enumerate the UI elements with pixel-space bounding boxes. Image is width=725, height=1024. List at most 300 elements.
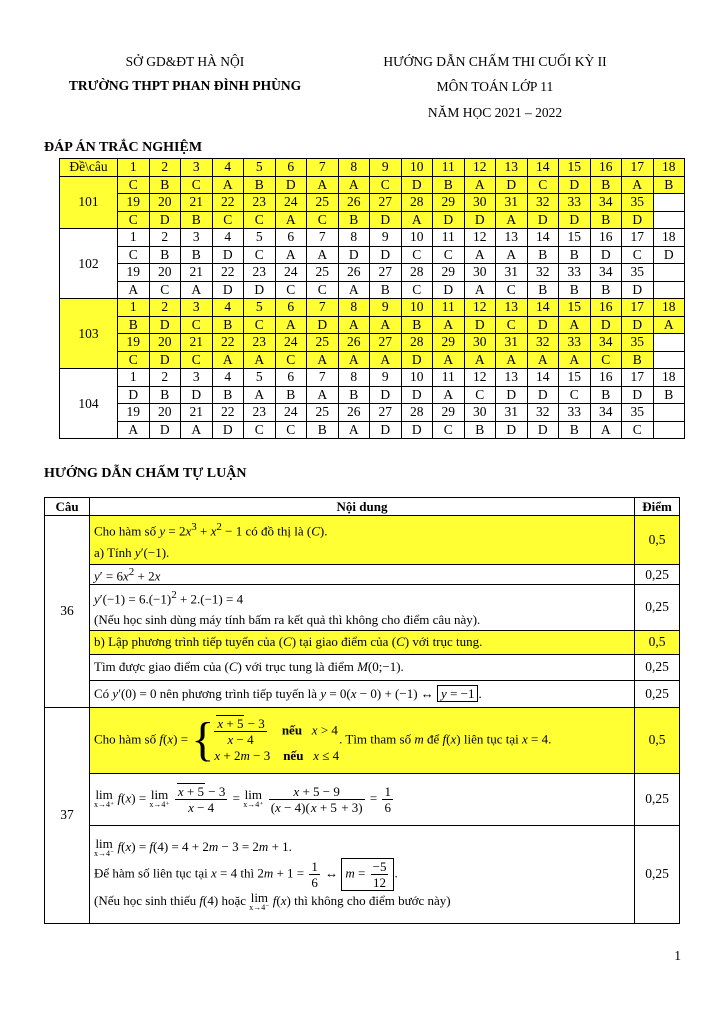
- mcq-question-number: 1: [118, 159, 150, 177]
- mcq-answer-cell: A: [433, 316, 465, 334]
- mcq-question-number: 22: [212, 194, 244, 212]
- mcq-answer-cell: [653, 281, 685, 299]
- mcq-answer-cell: D: [118, 386, 150, 404]
- mcq-answer-cell: D: [275, 176, 307, 194]
- mcq-answer-cell: C: [622, 421, 654, 439]
- mcq-answer-cell: C: [244, 421, 276, 439]
- mcq-answer-cell: D: [433, 211, 465, 229]
- mcq-answer-cell: B: [149, 386, 181, 404]
- mcq-answer-cell: C: [181, 176, 213, 194]
- mcq-answer-cell: C: [433, 246, 465, 264]
- school-name: TRƯỜNG THPT PHAN ĐÌNH PHÙNG: [68, 78, 302, 93]
- mcq-question-number: 14: [527, 229, 559, 247]
- essay-title: HƯỚNG DẪN CHẤM TỰ LUẬN: [44, 466, 247, 481]
- mcq-answer-cell: D: [370, 386, 402, 404]
- mcq-question-number: 13: [496, 299, 528, 317]
- mcq-answer-cell: A: [307, 176, 339, 194]
- mcq-question-number: 19: [118, 194, 150, 212]
- mcq-question-number: 9: [370, 299, 402, 317]
- mcq-answer-cell: D: [559, 211, 591, 229]
- mcq-question-number: 3: [181, 299, 213, 317]
- mcq-question-number: 18: [653, 369, 685, 387]
- mcq-answer-cell: B: [653, 176, 685, 194]
- mcq-question-number: 19: [118, 334, 150, 352]
- mcq-question-number: 4: [212, 229, 244, 247]
- mcq-answer-cell: D: [307, 316, 339, 334]
- q36-derivative-points: 0,25: [635, 565, 680, 585]
- mcq-answer-cell: D: [370, 421, 402, 439]
- mcq-answer-cell: C: [401, 281, 433, 299]
- q36-prompt: Cho hàm số $y = 2x^3 + x^2 - 1$ có đồ thị là (C). a) Tính y′(−1).: [90, 516, 635, 565]
- mcq-answer-cell: C: [244, 246, 276, 264]
- q37-limit-points: 0,25: [635, 773, 680, 825]
- mcq-answer-cell: D: [370, 211, 402, 229]
- mcq-answer-cell: B: [275, 386, 307, 404]
- mcq-answer-cell: B: [149, 246, 181, 264]
- mcq-question-number: 12: [464, 159, 496, 177]
- mcq-answer-cell: B: [559, 246, 591, 264]
- mcq-answer-cell: C: [464, 386, 496, 404]
- page-number: 1: [674, 948, 681, 963]
- mcq-answer-cell: C: [401, 246, 433, 264]
- mcq-question-number: 17: [622, 159, 654, 177]
- mcq-question-number: 18: [653, 159, 685, 177]
- mcq-answer-cell: B: [622, 351, 654, 369]
- mcq-answer-cell: C: [370, 176, 402, 194]
- mcq-question-number: [653, 334, 685, 352]
- mcq-answer-cell: C: [527, 176, 559, 194]
- mcq-question-number: 29: [433, 264, 465, 282]
- mcq-answer-cell: C: [590, 351, 622, 369]
- mcq-answer-cell: D: [590, 246, 622, 264]
- mcq-answer-cell: B: [590, 281, 622, 299]
- mcq-answer-cell: B: [118, 316, 150, 334]
- mcq-question-number: 14: [527, 369, 559, 387]
- mcq-answer-cell: B: [181, 211, 213, 229]
- mcq-question-number: 5: [244, 159, 276, 177]
- mcq-question-number: 1: [118, 369, 150, 387]
- mcq-question-number: 34: [590, 334, 622, 352]
- mcq-answer-cell: D: [496, 176, 528, 194]
- mcq-question-number: 23: [244, 404, 276, 422]
- mcq-question-number: [653, 404, 685, 422]
- mcq-answer-cell: D: [622, 281, 654, 299]
- mcq-question-number: 32: [527, 404, 559, 422]
- mcq-question-number: 7: [307, 229, 339, 247]
- mcq-answer-cell: D: [212, 421, 244, 439]
- mcq-question-number: 28: [401, 404, 433, 422]
- mcq-question-number: 26: [338, 264, 370, 282]
- mcq-answer-cell: A: [338, 421, 370, 439]
- mcq-question-number: 9: [370, 229, 402, 247]
- q36-evaluation: $y'(-1) = 6.(-1)^2 + 2.(-1) = 4$ (Nếu học sinh dùng máy tính bấm ra kết quả thì không cho điểm câu này).: [90, 585, 635, 630]
- q37-continuity-points: 0,25: [635, 825, 680, 923]
- mcq-question-number: 30: [464, 334, 496, 352]
- mcq-answer-cell: C: [275, 351, 307, 369]
- mcq-answer-cell: A: [401, 211, 433, 229]
- mcq-question-number: 25: [307, 334, 339, 352]
- mcq-answer-cell: B: [338, 211, 370, 229]
- mcq-answer-cell: A: [307, 246, 339, 264]
- mcq-question-number: 10: [401, 369, 433, 387]
- mcq-question-number: 31: [496, 404, 528, 422]
- mcq-answer-cell: B: [212, 386, 244, 404]
- mcq-question-number: 24: [275, 194, 307, 212]
- mcq-answer-cell: C: [307, 211, 339, 229]
- mcq-answer-cell: D: [433, 281, 465, 299]
- mcq-answer-cell: A: [275, 316, 307, 334]
- mcq-question-number: 21: [181, 264, 213, 282]
- mcq-question-number: 4: [212, 299, 244, 317]
- mcq-answer-cell: C: [244, 316, 276, 334]
- mcq-answer-cell: D: [559, 176, 591, 194]
- q36-evaluation-points: 0,25: [635, 585, 680, 630]
- mcq-question-number: 8: [338, 369, 370, 387]
- mcq-question-number: 3: [181, 159, 213, 177]
- mcq-answer-cell: D: [401, 386, 433, 404]
- q36-intersection-points: 0,25: [635, 654, 680, 680]
- mcq-answer-cell: A: [559, 351, 591, 369]
- mcq-question-number: 31: [496, 264, 528, 282]
- q36-tangent: Có y′(0) = 0 nên phương trình tiếp tuyến là y = 0(x − 0) + (−1) ↔ y = −1 .: [90, 680, 635, 707]
- mcq-question-number: 9: [370, 159, 402, 177]
- q36-tangent-points: 0,25: [635, 680, 680, 707]
- mcq-question-number: 24: [275, 264, 307, 282]
- mcq-answer-cell: A: [653, 316, 685, 334]
- mcq-answer-cell: A: [244, 351, 276, 369]
- mcq-question-number: 32: [527, 334, 559, 352]
- mcq-question-number: 25: [307, 264, 339, 282]
- mcq-answer-cell: C: [275, 421, 307, 439]
- mcq-question-number: 17: [622, 369, 654, 387]
- mcq-answer-cell: A: [496, 246, 528, 264]
- mcq-question-number: 20: [149, 264, 181, 282]
- mcq-answer-cell: C: [622, 246, 654, 264]
- mcq-question-number: 16: [590, 369, 622, 387]
- mcq-answer-cell: B: [433, 176, 465, 194]
- mcq-question-number: 7: [307, 159, 339, 177]
- mcq-question-number: [653, 194, 685, 212]
- mcq-answer-cell: D: [622, 211, 654, 229]
- mcq-answer-cell: B: [401, 316, 433, 334]
- mcq-answer-cell: A: [496, 351, 528, 369]
- mcq-answer-cell: B: [559, 421, 591, 439]
- mcq-answer-cell: B: [559, 281, 591, 299]
- mcq-question-number: 7: [307, 299, 339, 317]
- mcq-title: ĐÁP ÁN TRẮC NGHIỆM: [44, 140, 203, 155]
- mcq-answer-cell: A: [275, 211, 307, 229]
- mcq-question-number: 6: [275, 369, 307, 387]
- mcq-answer-cell: B: [590, 386, 622, 404]
- mcq-answer-cell: D: [401, 176, 433, 194]
- mcq-question-number: 19: [118, 264, 150, 282]
- mcq-answer-cell: [653, 351, 685, 369]
- mcq-answer-cell: C: [275, 281, 307, 299]
- mcq-answer-cell: C: [118, 211, 150, 229]
- mcq-question-number: 25: [307, 194, 339, 212]
- question-36-number: 36: [45, 516, 90, 708]
- mcq-question-number: 17: [622, 299, 654, 317]
- mcq-question-number: 23: [244, 334, 276, 352]
- mcq-answer-cell: D: [464, 211, 496, 229]
- mcq-question-number: 18: [653, 229, 685, 247]
- mcq-answer-cell: B: [653, 386, 685, 404]
- mcq-question-number: 15: [559, 369, 591, 387]
- mcq-question-number: 26: [338, 334, 370, 352]
- mcq-answer-cell: D: [370, 246, 402, 264]
- mcq-question-number: 22: [212, 334, 244, 352]
- mcq-answer-cell: B: [527, 281, 559, 299]
- mcq-question-number: 34: [590, 404, 622, 422]
- mcq-question-number: 33: [559, 194, 591, 212]
- mcq-answer-table: [59, 158, 685, 439]
- mcq-question-number: 28: [401, 264, 433, 282]
- mcq-question-number: 26: [338, 194, 370, 212]
- mcq-question-number: 33: [559, 334, 591, 352]
- mcq-answer-cell: D: [527, 386, 559, 404]
- mcq-exam-code: 103: [60, 299, 118, 369]
- mcq-question-number: 14: [527, 299, 559, 317]
- col-content: Nội dung: [90, 498, 635, 516]
- q37-continuity: lim x→4⁻ f(x) = f(4) = 4 + 2m − 3 = 2m + 1. Để hàm số liên tục tại x = 4 thì 2m + 1 = $\frac{1}{6}$ ↔ m = $\frac{-5}{12}$ . (Nếu học sinh thiếu f(4) hoặc lim x→4⁻ f(x) thì không cho điểm bước này): [90, 825, 635, 923]
- mcq-question-number: 10: [401, 299, 433, 317]
- mcq-answer-cell: D: [338, 246, 370, 264]
- mcq-question-number: 21: [181, 404, 213, 422]
- mcq-answer-cell: D: [149, 351, 181, 369]
- mcq-question-number: 16: [590, 159, 622, 177]
- mcq-answer-cell: A: [433, 386, 465, 404]
- mcq-question-number: 5: [244, 369, 276, 387]
- mcq-answer-cell: D: [464, 316, 496, 334]
- mcq-question-number: 20: [149, 334, 181, 352]
- mcq-answer-cell: C: [118, 176, 150, 194]
- mcq-answer-cell: B: [149, 176, 181, 194]
- mcq-answer-cell: D: [401, 421, 433, 439]
- mcq-answer-cell: B: [244, 176, 276, 194]
- mcq-question-number: 11: [433, 299, 465, 317]
- mcq-answer-cell: D: [527, 316, 559, 334]
- mcq-question-number: 35: [622, 194, 654, 212]
- q36-intersection: Tìm được giao điểm của (C) với trục tung là điểm M(0;−1).: [90, 654, 635, 680]
- mcq-question-number: 24: [275, 334, 307, 352]
- mcq-question-number: 13: [496, 229, 528, 247]
- mcq-answer-cell: D: [212, 246, 244, 264]
- mcq-answer-cell: C: [496, 281, 528, 299]
- mcq-question-number: 14: [527, 159, 559, 177]
- mcq-answer-cell: D: [244, 281, 276, 299]
- mcq-answer-cell: A: [212, 351, 244, 369]
- mcq-question-number: 31: [496, 194, 528, 212]
- mcq-answer-cell: A: [338, 316, 370, 334]
- mcq-answer-cell: D: [149, 316, 181, 334]
- mcq-answer-cell: B: [307, 421, 339, 439]
- mcq-question-number: 31: [496, 334, 528, 352]
- mcq-answer-cell: A: [433, 351, 465, 369]
- mcq-question-number: 7: [307, 369, 339, 387]
- essay-grading-table: [44, 497, 680, 924]
- mcq-answer-cell: A: [622, 176, 654, 194]
- mcq-question-number: 15: [559, 159, 591, 177]
- question-37-number: 37: [45, 707, 90, 923]
- mcq-answer-cell: A: [307, 386, 339, 404]
- mcq-question-number: 5: [244, 229, 276, 247]
- mcq-answer-cell: C: [307, 281, 339, 299]
- mcq-question-number: 33: [559, 404, 591, 422]
- mcq-question-number: 12: [464, 229, 496, 247]
- mcq-answer-cell: A: [275, 246, 307, 264]
- mcq-question-number: 2: [149, 369, 181, 387]
- mcq-answer-cell: A: [244, 386, 276, 404]
- mcq-answer-cell: B: [212, 316, 244, 334]
- mcq-question-number: 27: [370, 334, 402, 352]
- mcq-question-number: 19: [118, 404, 150, 422]
- mcq-question-number: 26: [338, 404, 370, 422]
- mcq-question-number: 18: [653, 299, 685, 317]
- mcq-question-number: 20: [149, 194, 181, 212]
- q36-prompt-points: 0,5: [635, 516, 680, 565]
- mcq-answer-cell: B: [338, 386, 370, 404]
- mcq-answer-cell: C: [212, 211, 244, 229]
- mcq-answer-cell: D: [496, 386, 528, 404]
- mcq-question-number: 22: [212, 404, 244, 422]
- mcq-answer-cell: C: [496, 316, 528, 334]
- mcq-answer-cell: B: [464, 421, 496, 439]
- mcq-exam-code: 102: [60, 229, 118, 299]
- mcq-answer-cell: C: [118, 351, 150, 369]
- mcq-question-number: 1: [118, 229, 150, 247]
- mcq-answer-cell: [653, 421, 685, 439]
- mcq-answer-cell: A: [527, 351, 559, 369]
- mcq-question-number: 21: [181, 194, 213, 212]
- mcq-answer-cell: A: [307, 351, 339, 369]
- mcq-answer-cell: A: [590, 421, 622, 439]
- mcq-question-number: 13: [496, 159, 528, 177]
- mcq-answer-cell: C: [244, 211, 276, 229]
- mcq-question-number: 27: [370, 194, 402, 212]
- mcq-question-number: 2: [149, 299, 181, 317]
- mcq-answer-cell: B: [527, 246, 559, 264]
- doc-title: HƯỚNG DẪN CHẤM THI CUỐI KỲ II: [383, 54, 607, 69]
- mcq-question-number: 29: [433, 404, 465, 422]
- q37-prompt-points: 0,5: [635, 707, 680, 773]
- mcq-answer-cell: A: [496, 211, 528, 229]
- mcq-question-number: 28: [401, 334, 433, 352]
- mcq-question-number: 21: [181, 334, 213, 352]
- mcq-answer-cell: B: [590, 176, 622, 194]
- mcq-question-number: 22: [212, 264, 244, 282]
- mcq-answer-cell: A: [181, 421, 213, 439]
- mcq-question-number: 8: [338, 229, 370, 247]
- mcq-question-number: 20: [149, 404, 181, 422]
- mcq-question-number: 6: [275, 299, 307, 317]
- mcq-question-number: 35: [622, 404, 654, 422]
- mcq-answer-cell: A: [181, 281, 213, 299]
- mcq-answer-cell: A: [118, 421, 150, 439]
- mcq-question-number: 9: [370, 369, 402, 387]
- mcq-answer-cell: A: [464, 351, 496, 369]
- mcq-answer-cell: A: [338, 281, 370, 299]
- mcq-answer-cell: D: [149, 421, 181, 439]
- mcq-question-number: 15: [559, 299, 591, 317]
- mcq-answer-cell: D: [622, 386, 654, 404]
- mcq-question-number: 27: [370, 264, 402, 282]
- mcq-answer-cell: A: [464, 281, 496, 299]
- dept-name: SỞ GD&ĐT HÀ NỘI: [125, 54, 245, 69]
- mcq-answer-cell: C: [433, 421, 465, 439]
- mcq-question-number: 16: [590, 229, 622, 247]
- mcq-answer-cell: A: [370, 351, 402, 369]
- mcq-question-number: 34: [590, 264, 622, 282]
- mcq-answer-cell: A: [212, 176, 244, 194]
- mcq-question-number: 34: [590, 194, 622, 212]
- mcq-question-number: 10: [401, 229, 433, 247]
- q36-part-b-points: 0,5: [635, 630, 680, 654]
- mcq-question-number: 17: [622, 229, 654, 247]
- mcq-answer-cell: A: [464, 176, 496, 194]
- mcq-question-number: 25: [307, 404, 339, 422]
- mcq-question-number: [653, 264, 685, 282]
- mcq-question-number: 12: [464, 369, 496, 387]
- mcq-exam-code: 104: [60, 369, 118, 439]
- mcq-question-number: 10: [401, 159, 433, 177]
- mcq-answer-cell: D: [622, 316, 654, 334]
- mcq-answer-cell: C: [559, 386, 591, 404]
- mcq-answer-cell: D: [496, 421, 528, 439]
- q37-prompt: Cho hàm số f(x) = { $\frac{x + 5 - 3}{x - 4}$ nếu x > 4 x + 2m − 3 nếu x ≤ 4. Tìm tham số m để f(x) liên tục tại x = 4.: [90, 707, 635, 773]
- mcq-question-number: 28: [401, 194, 433, 212]
- mcq-answer-cell: [653, 211, 685, 229]
- mcq-question-number: 4: [212, 369, 244, 387]
- mcq-corner-header: Đề\câu: [60, 159, 118, 177]
- mcq-question-number: 2: [149, 229, 181, 247]
- mcq-answer-cell: D: [149, 211, 181, 229]
- mcq-question-number: 11: [433, 159, 465, 177]
- mcq-answer-cell: A: [118, 281, 150, 299]
- mcq-question-number: 13: [496, 369, 528, 387]
- col-cau: Câu: [45, 498, 90, 516]
- mcq-answer-cell: C: [181, 316, 213, 334]
- mcq-answer-cell: D: [181, 386, 213, 404]
- mcq-question-number: 1: [118, 299, 150, 317]
- mcq-answer-cell: D: [212, 281, 244, 299]
- mcq-question-number: 30: [464, 194, 496, 212]
- mcq-answer-cell: B: [590, 211, 622, 229]
- mcq-question-number: 15: [559, 229, 591, 247]
- mcq-question-number: 33: [559, 264, 591, 282]
- q37-limit: lim x→4⁺ f(x) = lim x→4⁺ $\frac{x + 5 - 3}{x - 4}$ = lim x→4⁺ $\frac{x + 5 - 9}{(x - 4)(x + 5 + 3)}$ = $\frac{1}{6}$: [90, 773, 635, 825]
- mcq-question-number: 35: [622, 334, 654, 352]
- mcq-question-number: 4: [212, 159, 244, 177]
- mcq-question-number: 3: [181, 229, 213, 247]
- mcq-question-number: 2: [149, 159, 181, 177]
- mcq-question-number: 30: [464, 264, 496, 282]
- mcq-question-number: 11: [433, 229, 465, 247]
- mcq-answer-cell: A: [338, 351, 370, 369]
- mcq-question-number: 11: [433, 369, 465, 387]
- mcq-question-number: 29: [433, 334, 465, 352]
- mcq-answer-cell: C: [149, 281, 181, 299]
- q36-part-b: b) Lập phương trình tiếp tuyến của (C) tại giao điểm của (C) với trục tung.: [90, 630, 635, 654]
- mcq-question-number: 23: [244, 194, 276, 212]
- mcq-answer-cell: C: [118, 246, 150, 264]
- mcq-exam-code: 101: [60, 176, 118, 229]
- mcq-question-number: 27: [370, 404, 402, 422]
- mcq-question-number: 24: [275, 404, 307, 422]
- mcq-question-number: 6: [275, 159, 307, 177]
- mcq-question-number: 3: [181, 369, 213, 387]
- mcq-answer-cell: C: [181, 351, 213, 369]
- mcq-question-number: 12: [464, 299, 496, 317]
